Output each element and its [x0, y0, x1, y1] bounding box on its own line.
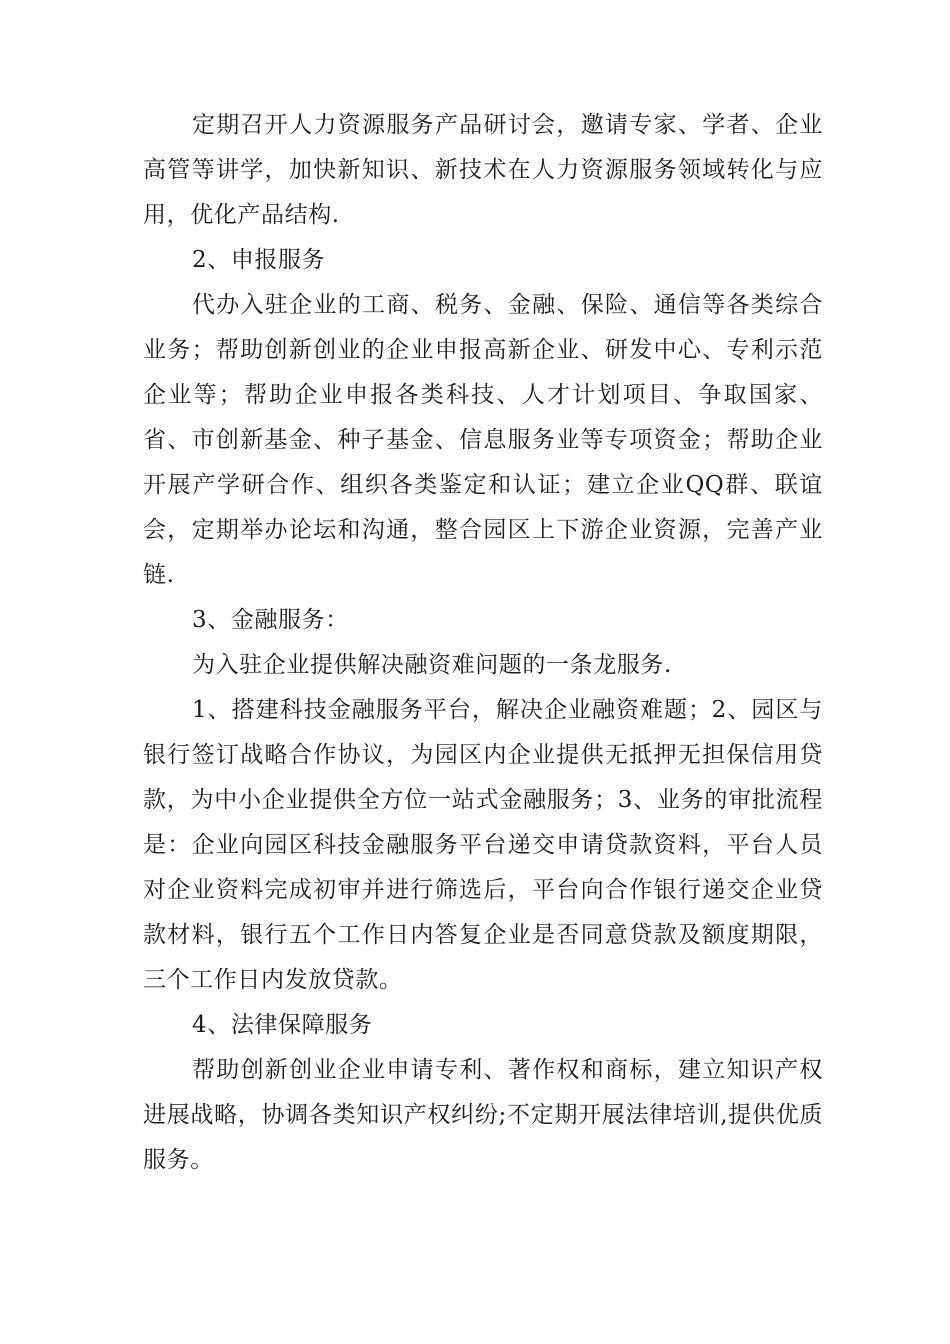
- paragraph-financial-platform: 1、搭建科技金融服务平台，解决企业融资难题；2、园区与银行签订战略合作协议，为园区内企业提供无抵押无担保信用贷款，为中小企业提供全方位一站式金融服务；3、业务的审批流程是：企业向园区科技金融服务平台递交申请贷款资料，平台人员对企业资料完成初审并进行筛选后，平台向合作银行递交企业贷款材料，银行五个工作日内答复企业是否同意贷款及额度期限，三个工作日内发放贷款。: [143, 697, 823, 993]
- paragraph-product-seminar: 定期召开人力资源服务产品研讨会，邀请专家、学者、企业高管等讲学，加快新知识、新技术在人力资源服务领域转化与应用，优化产品结构.: [143, 112, 823, 228]
- paragraph-declaration-service: 代办入驻企业的工商、税务、金融、保险、通信等各类综合业务；帮助创新创业的企业申报高新企业、研发中心、专利示范企业等；帮助企业申报各类科技、人才计划项目、争取国家、省、市创新基金、种子基金、信息服务业等专项资金；帮助企业开展产学研合作、组织各类鉴定和认证；建立企业QQ群、联谊会，定期举办论坛和沟通，整合园区上下游企业资源，完善产业链.: [143, 292, 823, 588]
- paragraph-legal-service: 帮助创新创业企业申请专利、著作权和商标，建立知识产权进展战略，协调各类知识产权纠纷;不定期开展法律培训,提供优质服务。: [143, 1057, 823, 1173]
- heading-declaration-service: 2、申报服务: [192, 247, 326, 273]
- document-page: [143, 103, 823, 1183]
- paragraph-financing-one-stop: 为入驻企业提供解决融资难问题的一条龙服务.: [192, 652, 672, 678]
- heading-legal-service: 4、法律保障服务: [192, 1012, 373, 1038]
- heading-financial-service: 3、金融服务：: [192, 607, 349, 633]
